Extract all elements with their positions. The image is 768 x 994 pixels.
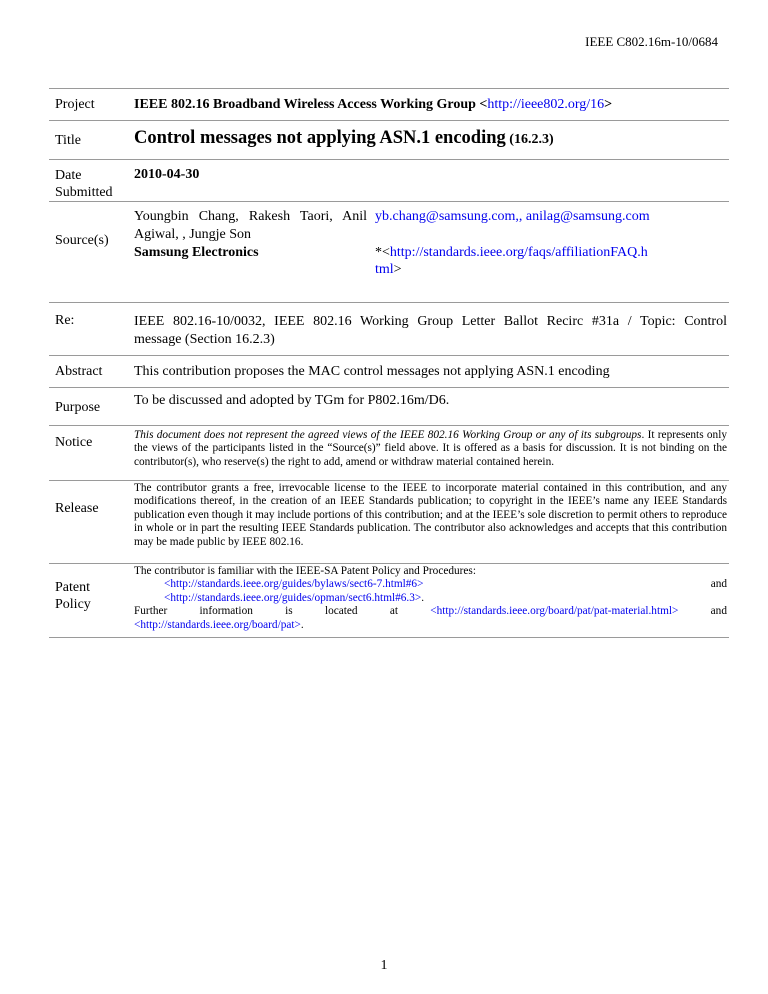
notice-text: This document does not represent the agreed views of the IEEE 802.16 Working Group or any of its subgroups. It represents only the views of the participants listed in the “Source(s)” field above. It is offered as a basis for discussion. It is not binding on the contributor(s), who reserve(s) the right to add, amend or withdraw material contained herein. [134,429,727,468]
project-row [49,88,729,120]
date-row [49,159,729,201]
source-label: Source(s) [55,233,109,248]
bylaws-link[interactable]: <http://standards.ieee.org/guides/bylaws/sect6-7.html#6> [164,578,424,591]
further-info-line: Further information is located at <http://standards.ieee.org/board/pat/pat-material.html> and [134,605,727,618]
cover-page-table [49,88,729,638]
project-value: IEEE 802.16 Broadband Wireless Access Working Group <http://ieee802.org/16> [134,97,613,112]
release-text: The contributor grants a free, irrevocable license to the IEEE to incorporate material contained in this contribution, and any modifications thereof, in the creation of an IEEE Standards publication; to copyright in the IEEE’s name any IEEE Standards publication even though it may include portions of this contribution; and at the IEEE’s sole discretion to permit others to reproduce in whole or in part the resulting IEEE Standards publication. The contributor also acknowledges and accepts that this contribution may be made public by IEEE 802.16. [134,482,727,548]
purpose-row [49,387,729,425]
pat-material-link[interactable]: <http://standards.ieee.org/board/pat/pat-material.html> [430,605,679,618]
source-row [49,201,729,302]
patent-label: Patent Policy [55,580,91,612]
project-label: Project [55,97,95,112]
purpose-value: To be discussed and adopted by TGm for P802.16m/D6. [134,393,450,408]
notice-row [49,425,729,480]
date-value: 2010-04-30 [134,167,200,182]
project-link[interactable]: http://ieee802.org/16 [487,97,605,112]
source-authors: Youngbin Chang, Rakesh Taori, Anil Agiwal, , Jungje Son Samsung Electronics [134,209,367,260]
page-number: 1 [380,958,388,973]
purpose-label: Purpose [55,400,101,415]
source-contact: yb.chang@samsung.com,, anilag@samsung.com *<http://standards.ieee.org/faqs/affiliationFAQ.h tml> [375,209,650,277]
opman-link[interactable]: <http://standards.ieee.org/guides/opman/sect6.html#6.3> [164,591,422,604]
release-label: Release [55,501,99,516]
re-label: Re: [55,313,75,328]
notice-label: Notice [55,435,93,450]
document-id: IEEE C802.16m-10/0684 [585,34,718,49]
patent-row [49,563,729,638]
page-title: Control messages not applying ASN.1 encoding (16.2.3) [134,128,554,148]
source-emails[interactable]: yb.chang@samsung.com,, anilag@samsung.com [375,209,650,224]
title-label: Title [55,133,81,148]
date-label: Date Submitted [55,168,113,200]
affiliation-faq-link[interactable]: http://standards.ieee.org/faqs/affiliationFAQ.h tml [375,245,648,277]
re-row [49,302,729,355]
pat-board-link[interactable]: <http://standards.ieee.org/board/pat> [134,618,301,631]
source-organization: Samsung Electronics [134,245,259,260]
patent-text: The contributor is familiar with the IEEE-SA Patent Policy and Procedures: <http://standards.ieee.org/guides/bylaws/sect6-7.html#6> and <http://standards.ieee.org/guides/opman/sect6.html#6.3>. Further information is located at <http://standards.ieee.org/board/pat/pat-material.html> and <http://standards.ieee.org/board/pat>. [134,565,727,631]
abstract-label: Abstract [55,364,103,379]
release-row [49,480,729,563]
title-row [49,120,729,159]
abstract-row [49,355,729,387]
re-value: IEEE 802.16-10/0032, IEEE 802.16 Working Group Letter Ballot Recirc #31a / Topic: Control message (Section 16.2.3) [134,314,727,347]
abstract-value: This contribution proposes the MAC control messages not applying ASN.1 encoding [134,364,610,379]
